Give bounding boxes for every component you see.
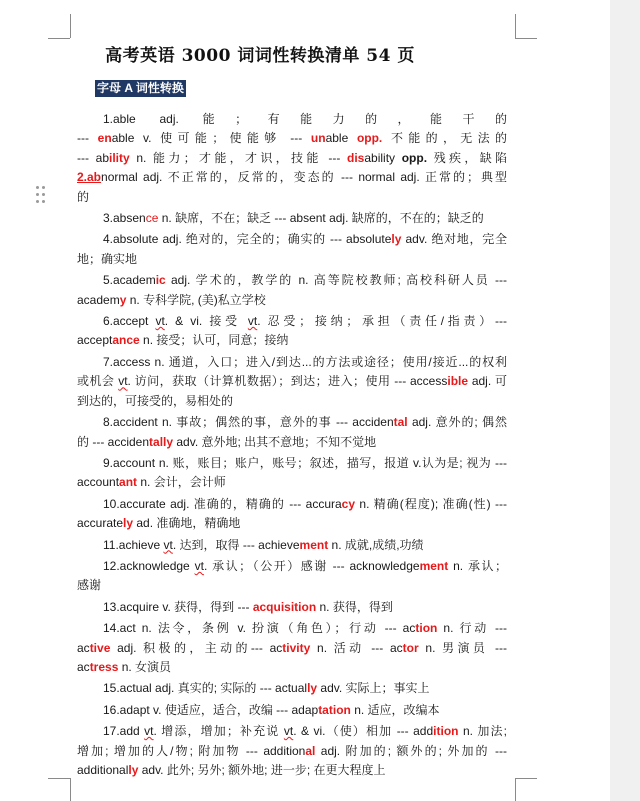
entry-text: additional bbox=[77, 763, 129, 777]
entry-text: 地；确实地 bbox=[77, 251, 138, 266]
highlighted-affix: vt bbox=[194, 558, 204, 573]
entry-text: 的 --- acciden bbox=[77, 434, 150, 449]
highlighted-affix: tion bbox=[415, 621, 438, 636]
highlighted-affix: ility bbox=[109, 150, 130, 165]
highlighted-affix: vt bbox=[247, 314, 258, 329]
document-title: 高考英语 3000 词词性转换清单 54 页 bbox=[105, 46, 415, 66]
entry-text: academ bbox=[77, 292, 120, 307]
highlighted-affix: 2.ab bbox=[77, 170, 102, 185]
entry-line bbox=[77, 271, 507, 290]
entry-text: 不能的，无法的 bbox=[382, 131, 507, 146]
entry-text: 到达的，可接受的，易相处的 bbox=[77, 393, 234, 408]
entry-text: 12.acknowledge bbox=[103, 558, 195, 573]
entry-line bbox=[77, 658, 507, 677]
highlighted-affix: al bbox=[305, 743, 316, 758]
entry-text: adj. 学术的，教学的 n. 高等院校教师; 高校科研人员 --- bbox=[165, 273, 507, 288]
entry-text: n. 精确(程度); 准确(性) --- bbox=[355, 496, 507, 511]
entry-line bbox=[77, 250, 507, 269]
entry-text: . & vi. 接受 bbox=[164, 314, 248, 329]
corner-mark-bottom-left-h bbox=[48, 778, 70, 779]
entry-text: ad. 准确地，精确地 bbox=[133, 516, 241, 531]
entry-line bbox=[77, 761, 507, 780]
vocab-entry bbox=[77, 619, 507, 677]
entry-line bbox=[77, 639, 507, 658]
entry-text: n. 承认； bbox=[448, 558, 507, 573]
entry-text: able bbox=[325, 131, 357, 146]
corner-mark-bottom-left bbox=[70, 778, 71, 801]
highlighted-affix: ce bbox=[145, 211, 159, 226]
entry-text: --- bbox=[77, 131, 98, 146]
entry-line bbox=[77, 576, 507, 595]
section-heading: 字母 A 词性转换 bbox=[97, 81, 184, 95]
highlighted-affix: tress bbox=[89, 659, 119, 674]
entry-text: --- ab bbox=[77, 150, 110, 165]
vocab-entry bbox=[77, 312, 507, 351]
entry-text: n. 接受；认可，同意；接纳 bbox=[139, 333, 289, 348]
entry-line bbox=[77, 701, 507, 720]
corner-mark-bottom-right-h bbox=[515, 778, 537, 779]
entry-line bbox=[77, 495, 507, 514]
entry-line bbox=[77, 372, 507, 391]
corner-mark-top-left bbox=[70, 14, 71, 38]
highlighted-affix: y bbox=[119, 292, 127, 307]
highlighted-affix: ant bbox=[119, 475, 138, 490]
entry-text: 11.achieve bbox=[103, 537, 164, 552]
highlighted-affix: tive bbox=[89, 640, 111, 655]
vocab-entry bbox=[77, 701, 507, 720]
entry-line bbox=[77, 514, 507, 533]
highlighted-affix: ment bbox=[299, 537, 329, 552]
entry-line bbox=[77, 598, 507, 617]
highlighted-affix: cy bbox=[341, 496, 356, 511]
entry-text: ac bbox=[77, 640, 90, 655]
entry-text: n. 会计，会计师 bbox=[137, 475, 226, 490]
entry-text: 或机会 bbox=[77, 374, 119, 389]
entry-text: 残疾，缺陷 bbox=[427, 150, 508, 165]
highlighted-affix: opp. bbox=[401, 150, 428, 165]
entry-text: 17.add bbox=[103, 724, 145, 739]
entry-text: able v. 使可能；使能够 --- bbox=[111, 131, 311, 146]
entry-text: 14.act n. 法令，条例 v. 扮演（角色）；行动 --- ac bbox=[103, 621, 416, 636]
highlighted-affix: vt bbox=[163, 537, 173, 552]
entry-line bbox=[77, 392, 507, 411]
entry-text: 6.accept bbox=[103, 314, 156, 329]
entry-text: adj. 附加的; 额外的; 外加的 --- bbox=[315, 743, 507, 758]
side-panel bbox=[610, 0, 640, 801]
entry-text: 16.adapt v. 使适应，适合，改编 --- adap bbox=[103, 702, 319, 717]
vocab-entry bbox=[77, 353, 507, 411]
entry-text: adv. 绝对地，完全 bbox=[401, 232, 508, 247]
entry-text: n. 缺席，不在；缺乏 --- absent adj. 缺席的，不在的；缺乏的 bbox=[158, 211, 484, 226]
entry-text: 增加; 增加的人/物; 附加物 --- addition bbox=[77, 743, 306, 758]
entry-text: 感谢 bbox=[77, 578, 102, 593]
entry-text: adv. 意外地; 出其不意地；不知不觉地 bbox=[173, 434, 377, 449]
entry-text: 15.actual adj. 真实的; 实际的 --- actual bbox=[103, 681, 308, 696]
vocab-entry bbox=[77, 495, 507, 534]
highlighted-affix: ment bbox=[419, 558, 449, 573]
entry-text: n. 能力；才能，才识，技能 --- bbox=[129, 150, 347, 165]
highlighted-affix: ly bbox=[391, 232, 402, 247]
vocab-entry bbox=[77, 209, 507, 228]
entry-line bbox=[77, 149, 507, 168]
entry-text: adj. 可 bbox=[468, 374, 507, 389]
highlighted-affix: vt bbox=[283, 724, 294, 739]
entry-line bbox=[77, 291, 507, 310]
highlighted-affix: opp. bbox=[356, 131, 383, 146]
entry-line bbox=[77, 110, 507, 129]
highlighted-affix: ance bbox=[112, 333, 140, 348]
highlighted-affix: tor bbox=[402, 640, 419, 655]
entry-text: . 增添，增加；补充说 bbox=[153, 724, 284, 739]
vocab-entry bbox=[77, 110, 507, 207]
highlighted-affix: acquisition bbox=[252, 599, 317, 614]
highlighted-affix: tation bbox=[318, 702, 351, 717]
entry-text: . & vi.（使）相加 --- add bbox=[293, 724, 434, 739]
entry-line bbox=[77, 536, 507, 555]
vocab-entry bbox=[77, 557, 507, 596]
corner-mark-top-right bbox=[515, 14, 516, 38]
entry-text: n. 女演员 bbox=[118, 659, 172, 674]
entry-text: . 忍受；接纳；承担（责任/指责）--- bbox=[257, 314, 507, 329]
entry-line bbox=[77, 413, 507, 432]
highlighted-affix: ible bbox=[447, 374, 469, 389]
entry-line bbox=[77, 312, 507, 331]
entry-text: ac bbox=[77, 659, 90, 674]
entry-line bbox=[77, 168, 507, 187]
corner-mark-bottom-right bbox=[515, 778, 516, 801]
vocab-entry bbox=[77, 598, 507, 617]
entry-text: 13.acquire v. 获得，得到 --- bbox=[103, 599, 253, 614]
highlighted-affix: dis bbox=[347, 150, 365, 165]
entry-text: . 达到，取得 --- achieve bbox=[172, 537, 300, 552]
entry-text: account bbox=[77, 475, 120, 490]
entry-line bbox=[77, 209, 507, 228]
entry-text: n. 适应，改编本 bbox=[350, 702, 440, 717]
entry-text: ability bbox=[364, 150, 402, 165]
vocab-entry bbox=[77, 413, 507, 452]
entry-text: accept bbox=[77, 333, 113, 348]
highlighted-affix: un bbox=[310, 131, 326, 146]
entry-text: n. 获得，得到 bbox=[316, 599, 393, 614]
drag-handle-icon[interactable] bbox=[36, 186, 46, 204]
entry-text: n. 专科学院, (美)私立学校 bbox=[126, 292, 266, 307]
entry-line bbox=[77, 230, 507, 249]
entry-text: n. 行动 --- bbox=[437, 621, 507, 636]
entry-text: n. 加法; bbox=[458, 724, 508, 739]
vocab-entry bbox=[77, 722, 507, 780]
highlighted-affix: ly bbox=[128, 763, 139, 777]
entry-line bbox=[77, 353, 507, 372]
entry-text: adj. 意外的; 偶然 bbox=[407, 415, 508, 430]
highlighted-affix: tal bbox=[393, 415, 408, 430]
vocab-entry bbox=[77, 679, 507, 698]
highlighted-affix: en bbox=[97, 131, 112, 146]
entry-line bbox=[77, 129, 507, 148]
entry-text: 8.accident n. 事故；偶然的事，意外的事 --- acciden bbox=[103, 415, 394, 430]
corner-mark-top-right-h bbox=[515, 38, 537, 39]
highlighted-affix: ition bbox=[433, 724, 459, 739]
entry-text: adv. 实际上；事实上 bbox=[317, 681, 430, 696]
entry-text: accurate bbox=[77, 516, 124, 531]
highlighted-affix: tivity bbox=[282, 640, 311, 655]
entry-text: adj. 积极的，主动的--- ac bbox=[110, 640, 283, 655]
highlighted-affix: ly bbox=[123, 516, 134, 531]
vocab-entry bbox=[77, 271, 507, 310]
vocab-entry bbox=[77, 454, 507, 493]
entry-text: normal adj. 不正常的，反常的，变态的 --- normal adj. 正常的；典型 bbox=[101, 170, 507, 185]
entry-line bbox=[77, 619, 507, 638]
entry-line bbox=[77, 557, 507, 576]
vocab-entry bbox=[77, 230, 507, 269]
entry-gap bbox=[77, 780, 507, 782]
highlighted-affix: ic bbox=[155, 273, 166, 288]
entry-text: 1.able adj. 能；有能力的，能干的 bbox=[103, 112, 507, 126]
entry-text: . 承认；（公开）感谢 --- acknowledge bbox=[203, 558, 420, 573]
entry-line bbox=[77, 742, 507, 761]
entry-text: n. 活动 --- ac bbox=[310, 640, 403, 655]
entry-text: . 访问，获取（计算机数据）；到达；进入；使用 --- access bbox=[127, 374, 448, 389]
document-body[interactable] bbox=[77, 110, 507, 782]
entry-text: adv. 此外; 另外; 额外地; 进一步; 在更大程度上 bbox=[138, 763, 386, 777]
entry-text: 5.academ bbox=[103, 273, 156, 288]
corner-mark-top-left-h bbox=[48, 38, 70, 39]
entry-line bbox=[77, 188, 507, 207]
highlighted-affix: vt bbox=[144, 724, 154, 739]
entry-text: 3.absen bbox=[103, 211, 146, 226]
entry-text: 7.access n. 通道，入口；进入/到达...的方法或途径；使用/接近...的权利 bbox=[103, 354, 507, 369]
entry-line bbox=[77, 331, 507, 350]
highlighted-affix: vt bbox=[118, 374, 128, 389]
entry-text: 9.account n. 账，账目；账户，账号；叙述，描写，报道 v.认为是; 视为 --- bbox=[103, 455, 507, 470]
highlighted-affix: vt bbox=[155, 314, 165, 329]
highlighted-affix: ly bbox=[307, 681, 318, 696]
entry-text: n. 男演员 --- bbox=[418, 640, 508, 655]
vocab-entry bbox=[77, 536, 507, 555]
entry-line bbox=[77, 454, 507, 473]
entry-line bbox=[77, 473, 507, 492]
entry-line bbox=[77, 433, 507, 452]
highlighted-affix: tally bbox=[149, 434, 174, 449]
entry-text: 4.absolute adj. 绝对的，完全的；确实的 --- absolute bbox=[103, 232, 392, 247]
entry-text: n. 成就,成绩,功绩 bbox=[328, 537, 424, 552]
entry-line bbox=[77, 722, 507, 741]
entry-text: 10.accurate adj. 准确的，精确的 --- accura bbox=[103, 496, 342, 511]
entry-text: 的 bbox=[77, 189, 90, 204]
entry-line bbox=[77, 679, 507, 698]
